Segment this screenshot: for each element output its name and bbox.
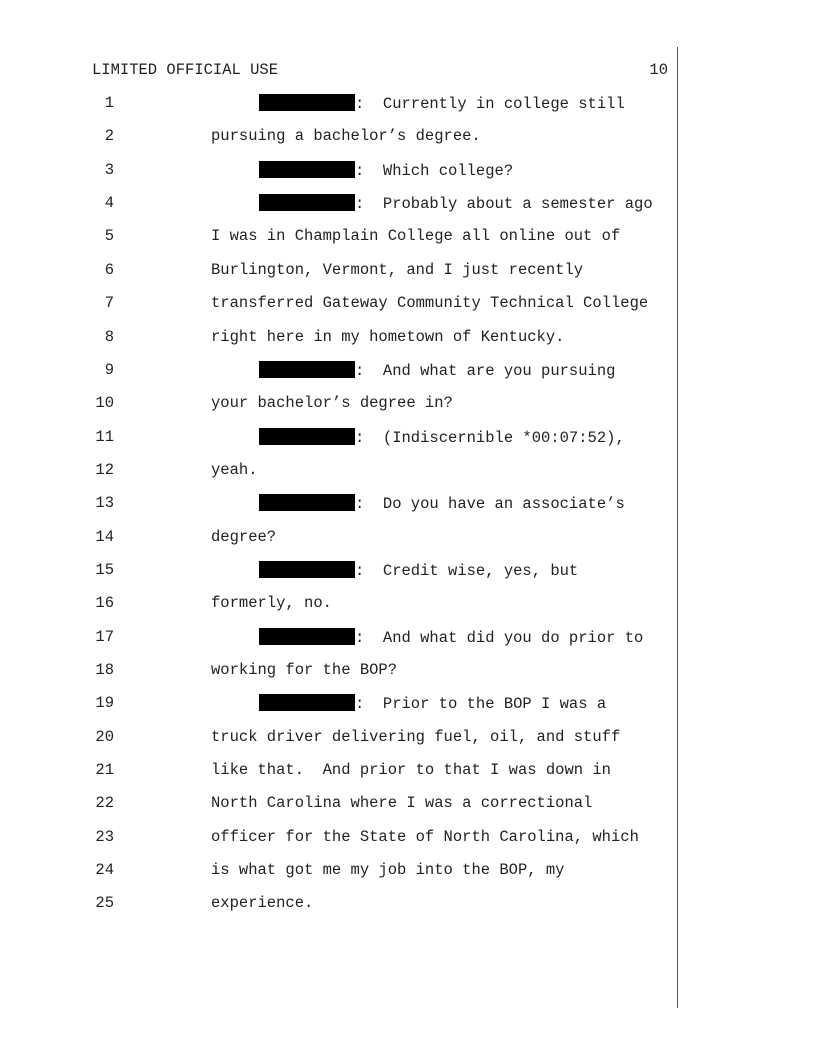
transcript-line <box>0 161 816 181</box>
line-text <box>211 227 620 245</box>
line-text <box>211 127 481 145</box>
line-content: : Which college? <box>355 161 514 180</box>
line-number: 13 <box>95 494 114 513</box>
speaker-line <box>259 694 606 713</box>
transcript-line <box>0 261 816 281</box>
line-text <box>211 661 397 679</box>
line-text <box>211 794 592 812</box>
transcript-line <box>0 428 816 448</box>
line-text <box>211 328 564 346</box>
redacted-speaker-name <box>259 161 355 178</box>
speaker-line <box>259 194 653 213</box>
line-content: officer for the State of North Carolina, which <box>211 827 639 846</box>
transcript-line <box>0 394 816 414</box>
line-content: like that. And prior to that I was down in <box>211 761 611 779</box>
line-text <box>211 761 611 779</box>
line-number: 18 <box>95 661 114 679</box>
transcript-line <box>0 361 816 381</box>
speaker-line <box>259 361 615 380</box>
line-content: : And what are you pursuing <box>355 361 616 380</box>
line-content: : (Indiscernible *00:07:52), <box>355 428 625 447</box>
speaker-line <box>259 561 578 580</box>
line-content: yeah. <box>211 460 258 479</box>
line-number: 16 <box>95 594 114 613</box>
line-text <box>211 294 648 312</box>
transcript-line <box>0 861 816 881</box>
page-number: 10 <box>649 61 668 79</box>
line-number: 23 <box>95 827 114 846</box>
transcript-line <box>0 494 816 514</box>
transcript-line <box>0 828 816 848</box>
redacted-speaker-name <box>259 428 355 445</box>
speaker-line <box>259 628 643 647</box>
transcript-line <box>0 328 816 348</box>
line-content: right here in my hometown of Kentucky. <box>211 327 565 346</box>
line-content: formerly, no. <box>211 594 332 613</box>
line-content: : Credit wise, yes, but <box>355 561 579 580</box>
line-text <box>211 394 453 412</box>
line-number: 15 <box>95 560 114 579</box>
line-text <box>211 894 313 912</box>
line-text <box>211 461 258 479</box>
line-number: 7 <box>104 294 114 313</box>
redacted-speaker-name <box>259 694 355 711</box>
line-content: : Do you have an associate’s <box>355 495 625 514</box>
transcript-line <box>0 628 816 648</box>
speaker-line <box>259 428 625 447</box>
line-number: 8 <box>104 327 114 346</box>
line-number: 4 <box>104 194 114 213</box>
line-content: working for the BOP? <box>211 661 398 679</box>
line-number: 3 <box>104 160 114 179</box>
transcript-line <box>0 661 816 681</box>
transcript-line <box>0 794 816 814</box>
line-content: is what got me my job into the BOP, my <box>211 861 565 880</box>
line-content: : Probably about a semester ago <box>355 195 653 214</box>
transcript-line <box>0 94 816 114</box>
line-number: 1 <box>104 94 114 112</box>
line-number: 6 <box>104 260 114 279</box>
line-number: 5 <box>104 227 114 246</box>
redacted-speaker-name <box>259 628 355 645</box>
transcript-line <box>0 528 816 548</box>
line-number: 11 <box>95 427 114 446</box>
line-text <box>211 528 276 546</box>
transcript-line <box>0 694 816 714</box>
line-number: 24 <box>95 861 114 880</box>
line-number: 10 <box>95 394 114 413</box>
speaker-line <box>259 94 625 113</box>
transcript-line <box>0 561 816 581</box>
line-content: : Prior to the BOP I was a <box>355 695 607 714</box>
line-content: North Carolina where I was a correctional <box>211 794 593 813</box>
line-content: degree? <box>211 527 277 546</box>
line-content: : Currently in college still <box>355 95 625 113</box>
line-content: pursuing a bachelor’s degree. <box>211 127 481 146</box>
redacted-speaker-name <box>259 94 355 111</box>
transcript-line <box>0 894 816 914</box>
transcript-line <box>0 194 816 214</box>
line-content: : And what did you do prior to <box>355 628 644 647</box>
transcript-line <box>0 461 816 481</box>
redacted-speaker-name <box>259 194 355 211</box>
line-number: 14 <box>95 527 114 546</box>
line-content: transferred Gateway Community Technical College <box>211 294 649 313</box>
line-content: I was in Champlain College all online out of <box>211 227 621 246</box>
line-number: 19 <box>95 694 114 713</box>
page-header <box>92 61 668 81</box>
transcript-line <box>0 761 816 781</box>
transcript-line <box>0 227 816 247</box>
speaker-line <box>259 494 625 513</box>
line-content: Burlington, Vermont, and I just recently <box>211 260 584 279</box>
line-content: experience. <box>211 894 314 913</box>
line-number: 22 <box>95 794 114 813</box>
transcript-line <box>0 127 816 147</box>
line-number: 21 <box>95 761 114 779</box>
line-text <box>211 861 564 879</box>
line-number: 12 <box>95 460 114 479</box>
speaker-line <box>259 161 513 180</box>
transcript-line <box>0 728 816 748</box>
line-number: 2 <box>104 127 114 146</box>
line-text <box>211 828 639 846</box>
line-content: your bachelor’s degree in? <box>211 394 453 413</box>
line-number: 17 <box>95 627 114 646</box>
redacted-speaker-name <box>259 494 355 511</box>
line-number: 9 <box>104 360 114 379</box>
line-text <box>211 261 583 279</box>
transcript-line <box>0 594 816 614</box>
line-number: 25 <box>95 894 114 913</box>
classification-label: LIMITED OFFICIAL USE <box>92 61 279 79</box>
line-content: truck driver delivering fuel, oil, and stuff <box>211 727 621 746</box>
redacted-speaker-name <box>259 561 355 578</box>
line-number: 20 <box>95 727 114 746</box>
transcript-line <box>0 294 816 314</box>
line-text <box>211 594 332 612</box>
line-text <box>211 728 620 746</box>
redacted-speaker-name <box>259 361 355 378</box>
